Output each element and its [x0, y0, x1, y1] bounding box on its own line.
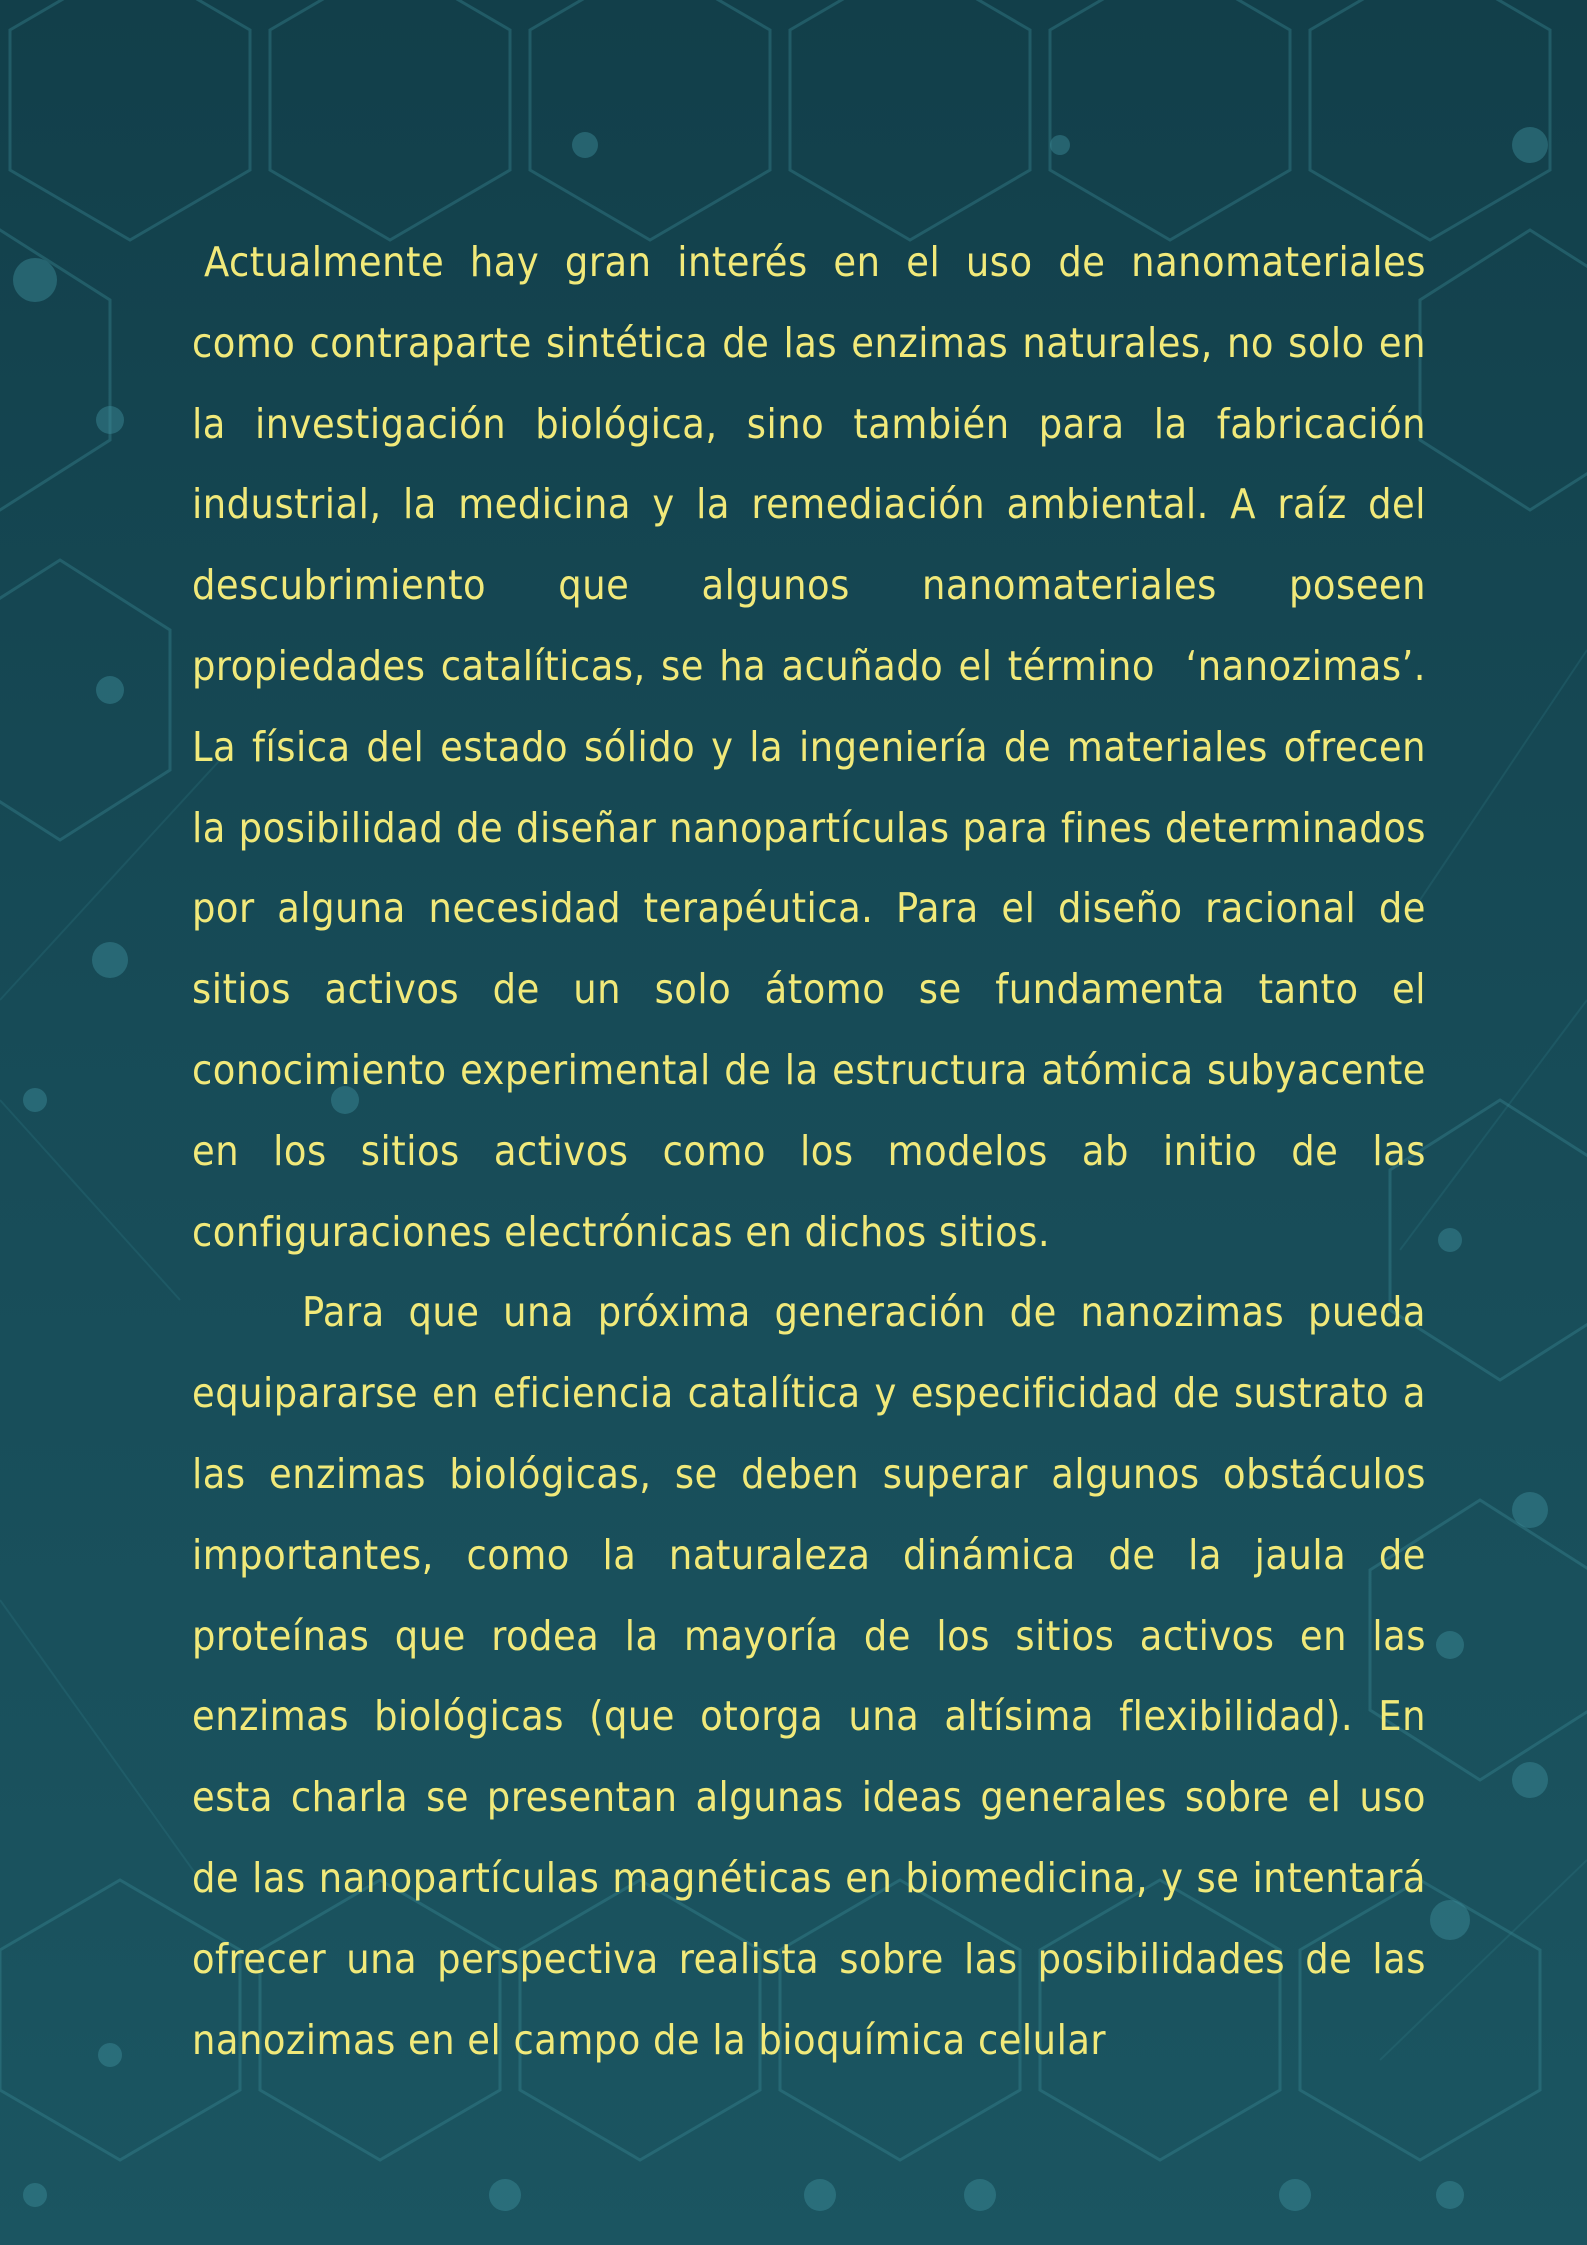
document-body: [192, 222, 1426, 2080]
paragraph-2: Para que una próxima generación de nanozimas pueda equipararse en eficiencia catalítica y especificidad de sustrato a las enzimas biológicas, se deben superar algunos obstáculos importantes, como la naturaleza dinámica de la jaula de proteínas que rodea la mayoría de los sitios activos en las enzimas biológicas (que otorga una altísima flexibilidad). En esta charla se presentan algunas ideas generales sobre el uso de las nanopartículas magnéticas en biomedicina, y se intentará ofrecer una perspectiva realista sobre las posibilidades de las nanozimas en el campo de la bioquímica celular: [192, 1288, 1426, 2064]
paragraph-1: Actualmente hay gran interés en el uso de nanomateriales como contraparte sintética de las enzimas naturales, no solo en la investigación biológica, sino también para la fabricación industrial, la medicina y la remediación ambiental. A raíz del descubrimiento que algunos nanomateriales poseen propiedades catalíticas, se ha acuñado el término ‘nanozimas’. La física del estado sólido y la ingeniería de materiales ofrecen la posibilidad de diseñar nanopartículas para fines determinados por alguna necesidad terapéutica. Para el diseño racional de sitios activos de un solo átomo se fundamenta tanto el conocimiento experimental de la estructura atómica subyacente en los sitios activos como los modelos ab initio de las configuraciones electrónicas en dichos sitios.: [192, 238, 1426, 1256]
